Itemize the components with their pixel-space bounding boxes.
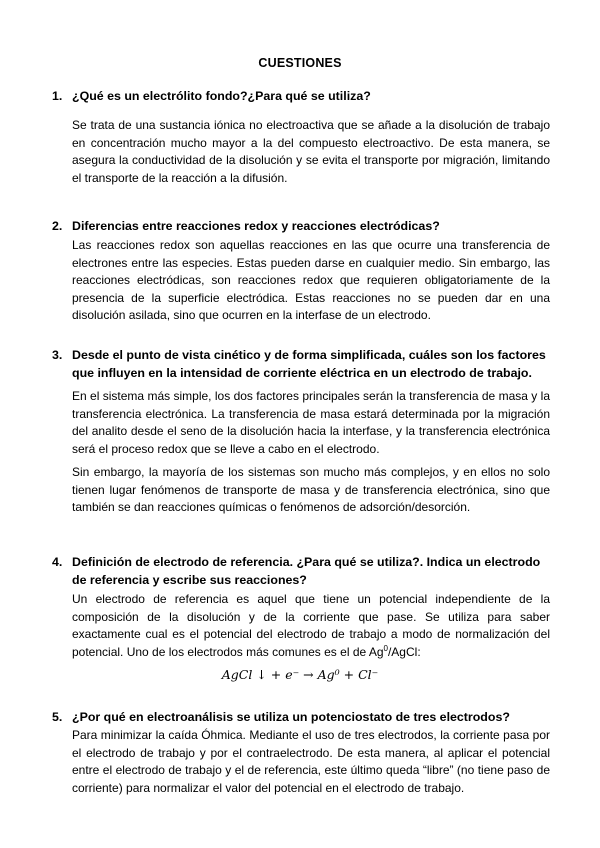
question-number: 1. xyxy=(52,89,63,103)
answer-paragraph xyxy=(72,591,550,661)
question-text: ¿Qué es un electrólito fondo?¿Para qué se utiliza? xyxy=(72,89,371,103)
answer-3 xyxy=(72,388,550,523)
answer-1 xyxy=(72,117,550,193)
question-number: 2. xyxy=(52,219,63,233)
question-4 xyxy=(52,554,552,589)
reaction-formula: AgCl ↓ + e⁻ → Ag⁰ + Cl⁻ xyxy=(221,667,379,682)
question-number: 4. xyxy=(52,555,63,569)
question-text: ¿Por qué en electroanálisis se utiliza un potenciostato de tres electrodos? xyxy=(72,710,510,724)
question-2 xyxy=(52,218,552,236)
answer-paragraph: Las reacciones redox son aquellas reacciones en las que ocurre una transferencia de electrones entre las especies. Estas pueden darse en cualquier medio. Sin embargo, las reacciones electródicas, son reacciones redox que requieren obligatoriamente de la presencia de la superficie electródica. Estas reacciones no se pueden dar en una disolución asilada, sino que ocurren en la interfase de un electrodo. xyxy=(72,238,550,322)
question-text: Diferencias entre reacciones redox y reacciones electródicas? xyxy=(72,219,440,233)
answer-paragraph: En el sistema más simple, los dos factores principales serán la transferencia de masa y la transferencia electrónica. La transferencia de masa estará determinada por la migración del analito desde el seno de la disolución hacia la interfase, y la transferencia electrónica será el proceso redox que se lleve a cabo en el electrodo. xyxy=(72,389,550,456)
answer-paragraph: Se trata de una sustancia iónica no electroactiva que se añade a la disolución de trabajo en concentración mucho mayor a la del compuesto electroactivo. De esta manera, se asegura la conductividad de la disolución y se evita el transporte por migración, limitando el transporte de la reacción a la difusión. xyxy=(72,118,550,185)
question-3 xyxy=(52,347,552,382)
question-5 xyxy=(52,709,552,727)
answer-5 xyxy=(72,727,550,803)
question-1 xyxy=(52,88,552,106)
answer-4 xyxy=(72,591,550,667)
question-number: 3. xyxy=(52,348,63,362)
answer-text: Un electrodo de referencia es aquel que tiene un potencial independiente de la composición de la disolución y de la corriente que pase. Se utiliza para saber exactamente cual es el potencial del electrodo de trabajo a modo de normalización del potencial. Uno de los electrodos más comunes es el de Ag xyxy=(72,592,550,659)
question-text: Desde el punto de vista cinético y de forma simplificada, cuáles son los factores que influyen en la intensidad de corriente eléctrica en un electrodo de trabajo. xyxy=(72,348,546,380)
page-title: CUESTIONES xyxy=(258,56,342,70)
question-text: Definición de electrodo de referencia. ¿Para qué se utiliza?. Indica un electrodo de referencia y escribe sus reacciones? xyxy=(72,555,541,587)
answer-paragraph: Para minimizar la caída Óhmica. Mediante el uso de tres electrodos, la corriente pasa por el electrodo de trabajo y por el contraelectrodo. De esta manera, al aplicar el potencial entre el electrodo de trabajo y el de referencia, este último queda “libre” (no tiene paso de corriente) para normalizar el valor del potencial en el electrodo de trabajo. xyxy=(72,728,550,795)
superscript-zero: 0 xyxy=(383,643,388,653)
answer-2 xyxy=(72,237,550,331)
question-number: 5. xyxy=(52,710,63,724)
answer-paragraph: Sin embargo, la mayoría de los sistemas son mucho más complejos, y en ellos no solo tienen lugar fenómenos de transporte de masa y de transferencia electrónica, sino que también se dan reacciones químicas o fenómenos de adsorción/desorción. xyxy=(72,465,550,514)
answer-text-end: /AgCl: xyxy=(387,644,421,659)
